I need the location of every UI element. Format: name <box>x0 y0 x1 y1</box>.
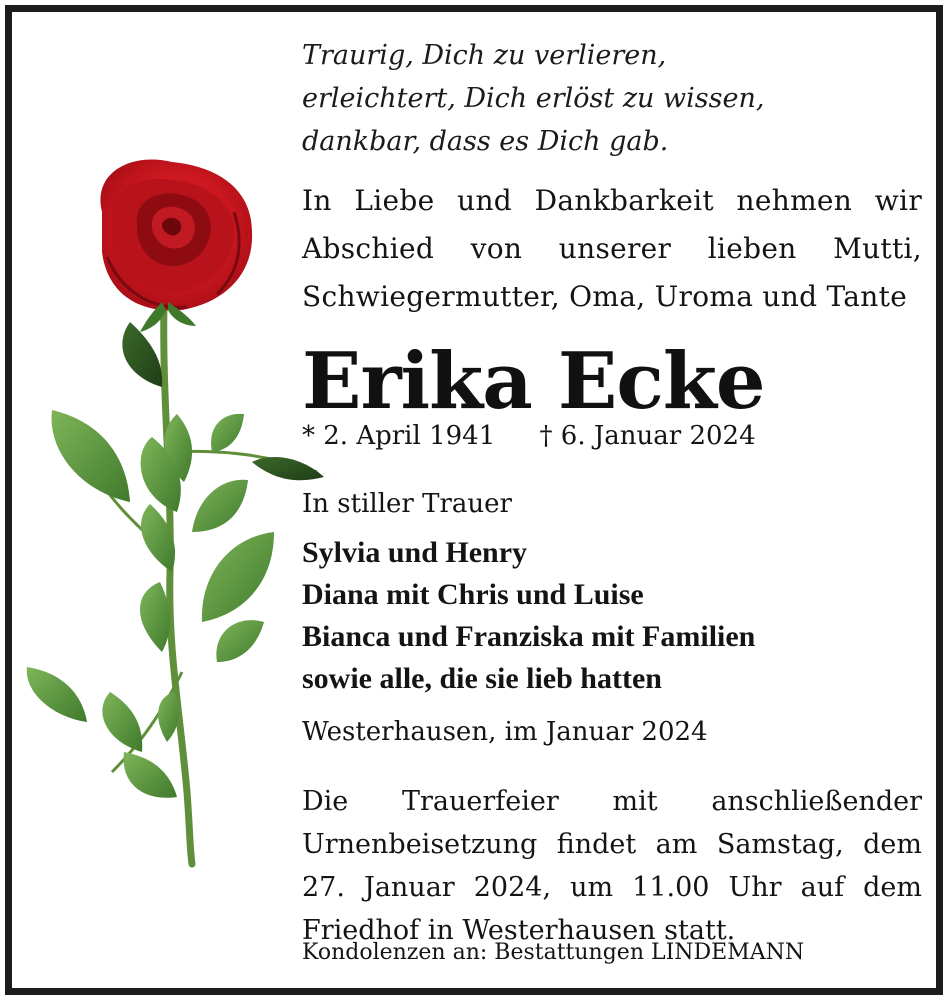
birth-date: * 2. April 1941 <box>302 421 496 451</box>
mourning-heading: In stiller Trauer <box>302 489 512 519</box>
intro-line: Abschied von unserer lieben Mutti, <box>302 232 922 265</box>
mourner-line: Bianca und Franziska mit Familien <box>302 620 756 653</box>
mourner-line: Sylvia und Henry <box>302 536 528 569</box>
poem <box>302 34 922 163</box>
condolence-info: Kondolenzen an: Bestattungen LINDEMANN <box>302 940 805 965</box>
intro-line: Schwiegermutter, Oma, Uroma und Tante <box>302 280 908 313</box>
funeral-line: Urnenbeisetzung findet am Samstag, dem <box>302 829 922 860</box>
mourner-line: sowie alle, die sie lieb hatten <box>302 662 662 695</box>
intro-text <box>302 177 922 321</box>
poem-line: dankbar, dass es Dich gab. <box>302 126 669 157</box>
poem-line: erleichtert, Dich erlöst zu wissen, <box>302 83 765 114</box>
mourners-list <box>302 532 922 700</box>
funeral-line: Friedhof in Westerhausen statt. <box>302 915 736 946</box>
deceased-name: Erika Ecke <box>302 336 765 427</box>
obituary-notice <box>5 5 943 995</box>
death-date: † 6. Januar 2024 <box>539 421 756 451</box>
mourner-line: Diana mit Chris und Luise <box>302 578 644 611</box>
rose-image <box>12 152 342 882</box>
place-date: Westerhausen, im Januar 2024 <box>302 717 708 747</box>
funeral-line: 27. Januar 2024, um 11.00 Uhr auf dem <box>302 872 922 903</box>
poem-line: Traurig, Dich zu verlieren, <box>302 40 667 71</box>
intro-line: In Liebe und Dankbarkeit nehmen wir <box>302 184 922 217</box>
funeral-info <box>302 780 922 952</box>
life-dates <box>302 416 922 456</box>
funeral-line: Die Trauerfeier mit anschließender <box>302 786 922 817</box>
